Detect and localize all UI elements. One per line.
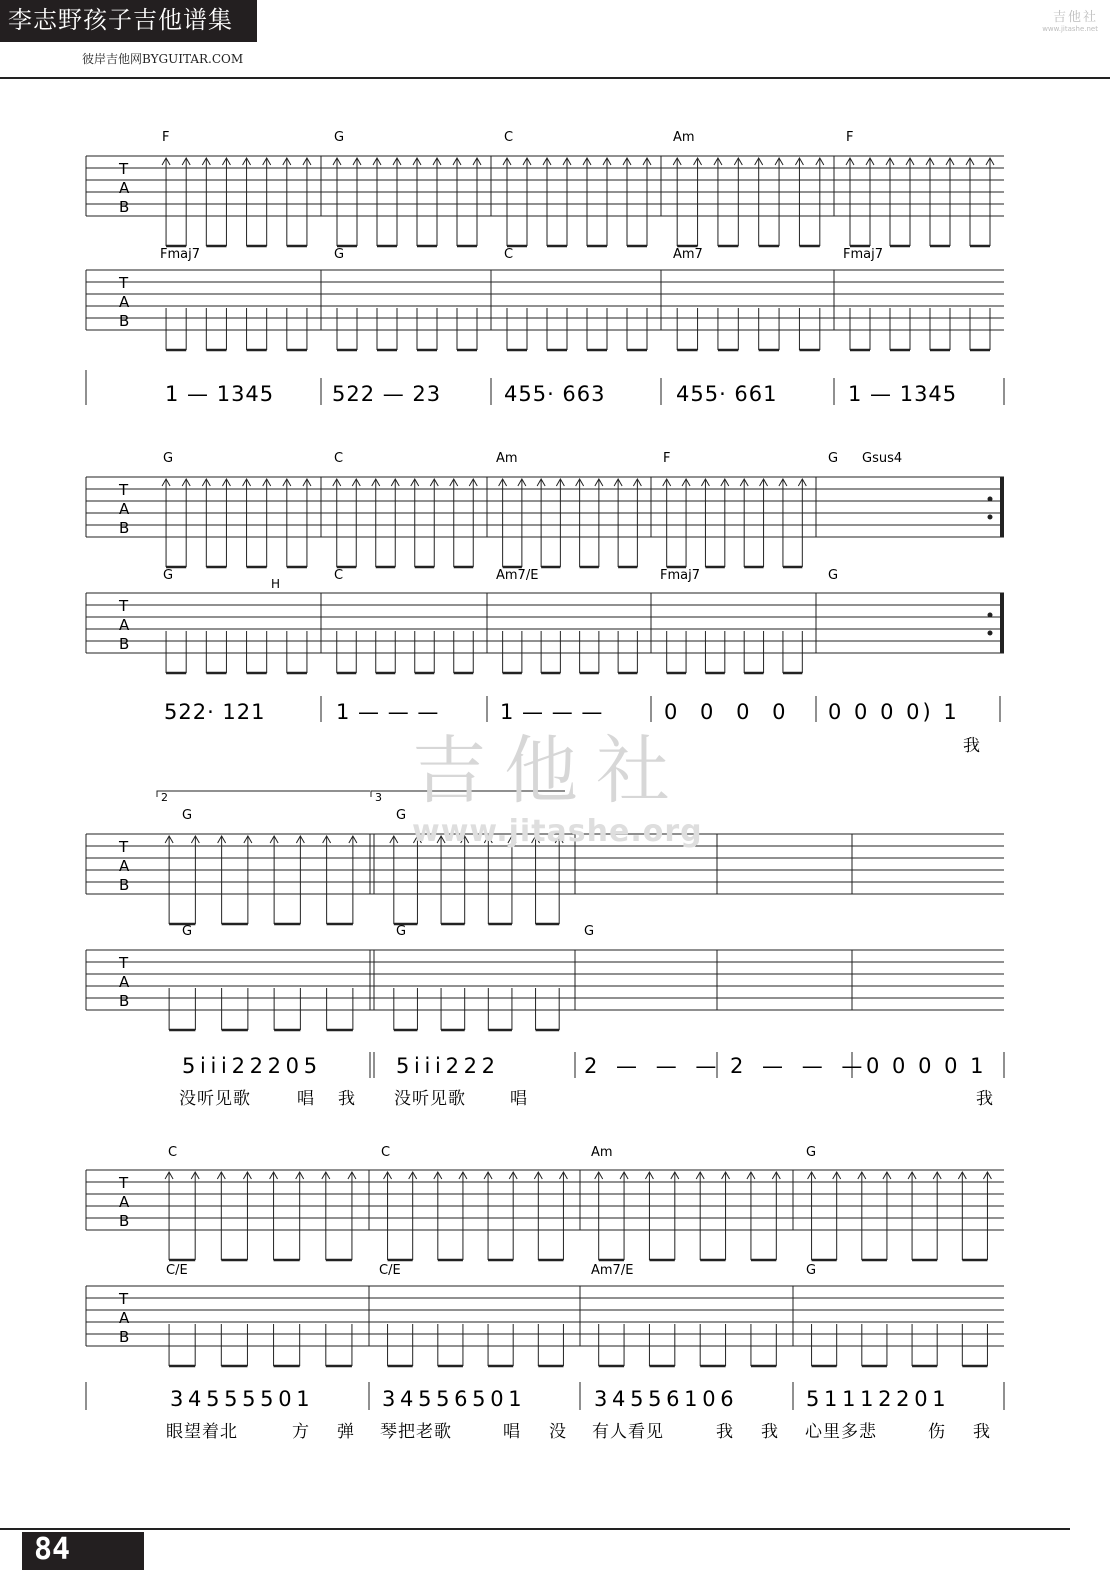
tab-clef: A <box>119 973 130 991</box>
tab-clef: T <box>119 481 129 499</box>
tab-clef: A <box>119 293 130 311</box>
lyric: 伤 <box>928 1422 945 1442</box>
tab-clef: A <box>119 179 130 197</box>
lyric: 唱 <box>297 1089 314 1109</box>
lyric: 没听见歌 <box>179 1089 251 1109</box>
site-subtitle: 彼岸吉他网BYGUITAR.COM <box>82 52 244 66</box>
chord-label: C <box>168 1145 178 1160</box>
chord-label: G <box>182 808 193 823</box>
lyric: 唱 <box>510 1089 527 1109</box>
melody-measure: 1 — — — <box>336 700 440 724</box>
chord-label: G <box>182 924 193 939</box>
melody-measure: 0 0 0 0 1 <box>866 1054 987 1078</box>
chord-label: G <box>396 924 407 939</box>
repeat-dot <box>988 515 993 520</box>
chord-label: G <box>828 451 839 466</box>
lyric: 我 <box>716 1422 733 1442</box>
lyric: 我 <box>338 1089 355 1109</box>
tab-clef: A <box>119 1309 130 1327</box>
melody-measure: 455· 663 <box>504 382 606 406</box>
corner-logo-text: 吉他社 <box>1052 10 1098 25</box>
tab-clef: B <box>119 992 130 1010</box>
lyric: 方 <box>292 1422 309 1442</box>
tab-clef: A <box>119 616 130 634</box>
melody-measure: 3 4 5 5 6 5 0 1 <box>382 1387 521 1411</box>
tab-clef: B <box>119 876 130 894</box>
melody-measure: 455· 661 <box>676 382 778 406</box>
lyric: 我 <box>973 1422 990 1442</box>
lyric: 有人看见 <box>592 1422 664 1442</box>
tab-clef: T <box>119 1174 129 1192</box>
page-number: 84 <box>34 1532 71 1567</box>
tab-clef: B <box>119 198 130 216</box>
melody-measure: 2 — — — <box>584 1054 723 1078</box>
melody-measure: 1 — 1345 <box>165 382 275 406</box>
chord-label: Fmaj7 <box>843 247 883 262</box>
chord-label: Am <box>591 1145 613 1160</box>
chord-label: Am <box>496 451 518 466</box>
tab-clef: B <box>119 635 130 653</box>
lyric: 弹 <box>337 1422 354 1442</box>
repeat-dot <box>988 497 993 502</box>
lyric: 唱 <box>503 1422 520 1442</box>
tab-clef: T <box>119 274 129 292</box>
chord-label: F <box>663 451 671 466</box>
footer-rule <box>0 1528 1070 1530</box>
lyric: 没 <box>549 1422 566 1442</box>
tab-clef: T <box>119 160 129 178</box>
chord-label: C <box>504 247 514 262</box>
corner-logo-url: www.jitashe.net <box>1042 25 1098 33</box>
chord-label: F <box>162 130 170 145</box>
tab-clef: A <box>119 857 130 875</box>
chord-label: G <box>163 451 174 466</box>
repeat-dot <box>988 631 993 636</box>
chord-label: G <box>396 808 407 823</box>
chord-label: Fmaj7 <box>660 568 700 583</box>
chord-label: G <box>334 130 345 145</box>
melody-measure: 5 i i i 2 2 2 0 5 <box>182 1054 317 1078</box>
chord-label: Am7/E <box>496 568 539 583</box>
melody-measure: 5 i i i 2 2 2 <box>396 1054 494 1078</box>
chord-label: C <box>381 1145 391 1160</box>
tab-clef: B <box>119 1328 130 1346</box>
melody-measure: 3 4 5 5 6 1 0 6 <box>594 1387 733 1411</box>
lyric: 琴把老歌 <box>380 1422 452 1442</box>
melody-measure: 1 — — — <box>500 700 604 724</box>
chord-label: G <box>828 568 839 583</box>
volta-bracket <box>157 791 370 797</box>
lyric: 眼望着北 <box>166 1422 238 1442</box>
tab-clef: B <box>119 1212 130 1230</box>
chord-label: C/E <box>166 1263 188 1278</box>
tab-clef: T <box>119 838 129 856</box>
lyric: 我 <box>963 736 980 756</box>
chord-label: Am <box>673 130 695 145</box>
lyric: 我 <box>976 1089 993 1109</box>
chord-label: G <box>584 924 595 939</box>
melody-measure: 3 4 5 5 5 5 0 1 <box>170 1387 309 1411</box>
melody-measure: 0 0 0 0 <box>664 700 794 724</box>
melody-measure: 522 — 23 <box>332 382 442 406</box>
chord-label: G <box>334 247 345 262</box>
chord-label: C <box>334 568 344 583</box>
tab-clef: T <box>119 597 129 615</box>
chord-label: Am7 <box>673 247 703 262</box>
repeat-dot <box>988 613 993 618</box>
chord-label: G <box>806 1145 817 1160</box>
end-repeat-bar <box>1000 477 1004 537</box>
tab-clef: A <box>119 500 130 518</box>
tab-clef: T <box>119 1290 129 1308</box>
end-repeat-bar <box>1000 593 1004 653</box>
chord-label: F <box>846 130 854 145</box>
hammer-on-mark: H <box>271 577 281 591</box>
chord-label: Am7/E <box>591 1263 634 1278</box>
lyric: 心里多悲 <box>805 1422 877 1442</box>
volta-number: 2 <box>161 791 168 804</box>
tab-clef: T <box>119 954 129 972</box>
chord-label: Fmaj7 <box>160 247 200 262</box>
melody-measure: 0 0 0 0) 1 <box>828 700 960 724</box>
melody-measure: 1 — 1345 <box>848 382 958 406</box>
melody-measure: 522· 121 <box>164 700 266 724</box>
lyric: 我 <box>761 1422 778 1442</box>
melody-measure: 2 — — — <box>730 1054 869 1078</box>
tab-clef: B <box>119 519 130 537</box>
chord-label: C/E <box>379 1263 401 1278</box>
watermark-text: 吉他社 <box>412 728 688 814</box>
chord-label: C <box>504 130 514 145</box>
watermark-url: www.jitashe.org <box>412 814 703 849</box>
book-title: 李志野孩子吉他谱集 <box>8 6 233 34</box>
chord-label: G <box>806 1263 817 1278</box>
volta-number: 3 <box>375 791 382 804</box>
lyric: 没听见歌 <box>394 1089 466 1109</box>
chord-label: C <box>334 451 344 466</box>
melody-measure: 5 1 1 1 2 2 0 1 <box>806 1387 945 1411</box>
chord-label: G <box>163 568 174 583</box>
tab-clef: B <box>119 312 130 330</box>
chord-label: Gsus4 <box>862 451 903 466</box>
tab-clef: A <box>119 1193 130 1211</box>
